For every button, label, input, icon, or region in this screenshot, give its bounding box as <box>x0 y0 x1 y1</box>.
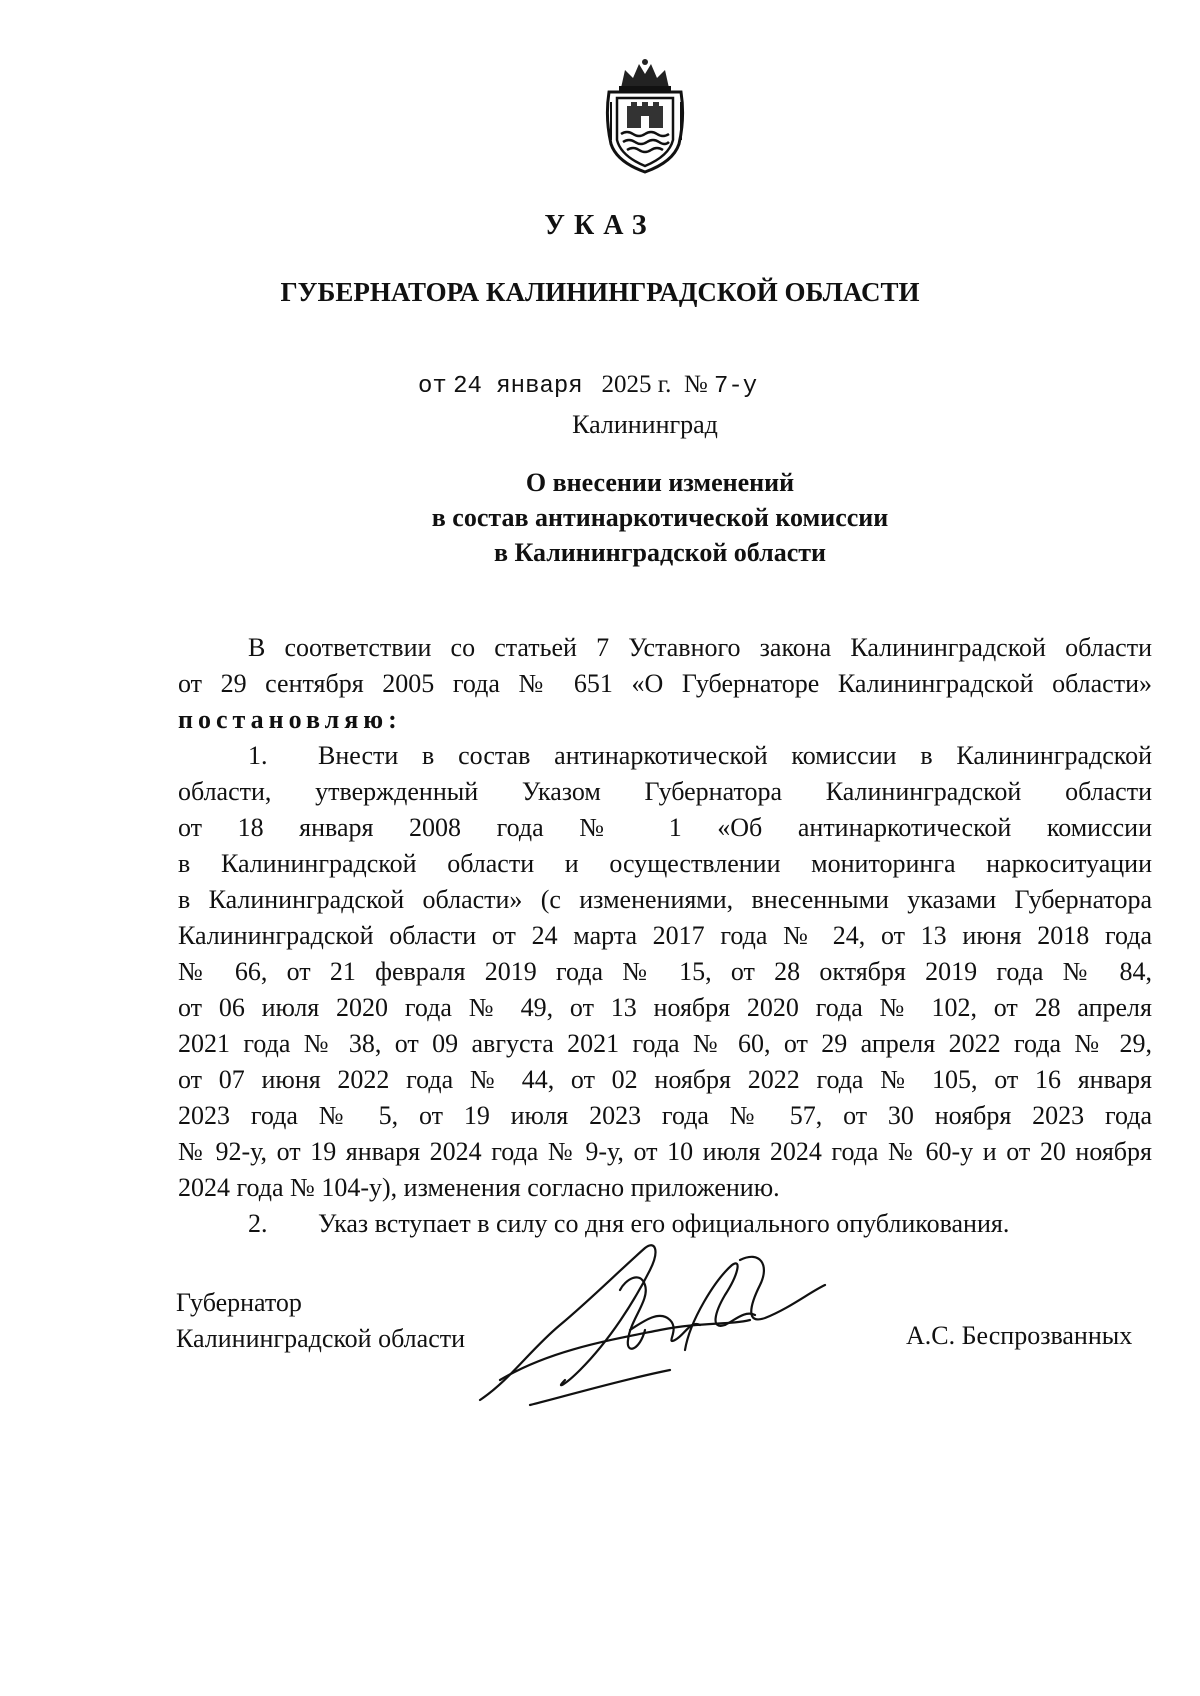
signatory-position <box>176 1285 465 1357</box>
position-line: Калининградской области <box>176 1324 466 1353</box>
body-line: от 07 июня 2022 года № 44, от 02 ноября 2022 года № 105, от 16 января <box>178 1065 1152 1094</box>
item-1-first-line <box>178 738 1152 774</box>
date-day-month: 24 января <box>453 373 583 400</box>
number-sign: № <box>683 371 708 398</box>
item-1-number: 1. <box>248 741 268 770</box>
date-year: 2025 г. <box>601 371 672 398</box>
body-line: Калининградской области от 24 марта 2017 года № 24, от 13 июня 2018 года <box>178 921 1152 950</box>
body-line: от 06 июля 2020 года № 49, от 13 ноября 2020 года № 102, от 28 апреля <box>178 993 1152 1022</box>
decree-number: 7-у <box>713 373 758 400</box>
title-line: в состав антинаркотической комиссии <box>431 503 889 532</box>
item-2-number: 2. <box>248 1209 268 1238</box>
title-line: в Калининградской области <box>493 538 827 567</box>
decree-title <box>400 465 920 570</box>
body-line: 2021 года № 38, от 09 августа 2021 года № 60, от 29 апреля 2022 года № 29, <box>178 1029 1152 1058</box>
resolve-word: постановляю: <box>178 705 402 734</box>
body-line: в Калининградской области» (с изменениями, внесенными указами Губернатора <box>178 885 1152 914</box>
body-line: от 18 января 2008 года № 1 «Об антинаркотической комиссии <box>178 813 1152 842</box>
title-line: О внесении изменений <box>525 468 795 497</box>
date-number-line <box>418 371 757 400</box>
issuer-title: ГУБЕРНАТОРА КАЛИНИНГРАДСКОЙ ОБЛАСТИ <box>280 277 920 307</box>
body-line: № 92-у, от 19 января 2024 года № 9-у, от 10 июля 2024 года № 60-у и от 20 ноября <box>178 1137 1152 1166</box>
signatory-name: А.С. Беспрозванных <box>906 1321 1133 1350</box>
decree-body <box>178 630 1152 1242</box>
city: Калининград <box>572 410 718 439</box>
coat-of-arms-icon <box>603 58 687 174</box>
position-line: Губернатор <box>176 1288 302 1317</box>
preamble-line: от 29 сентября 2005 года № 651 «О Губернаторе Калининградской области» <box>178 669 1152 698</box>
document-type: УКАЗ <box>544 210 656 241</box>
handwritten-signature <box>470 1230 830 1420</box>
date-prefix: от <box>418 373 447 400</box>
item-2-text: Указ вступает в силу со дня его официального опубликования. <box>318 1209 1010 1238</box>
body-line: 2023 года № 5, от 19 июля 2023 года № 57, от 30 ноября 2023 года <box>178 1101 1152 1130</box>
preamble-line: В соответствии со статьей 7 Уставного закона Калининградской области <box>248 633 1152 662</box>
body-line: в Калининградской области и осуществлении мониторинга наркоситуации <box>178 849 1152 878</box>
body-line: № 66, от 21 февраля 2019 года № 15, от 28 октября 2019 года № 84, <box>178 957 1152 986</box>
body-line: области, утвержденный Указом Губернатора Калининградской области <box>178 777 1152 806</box>
body-line: Внести в состав антинаркотической комиссии в Калининградской <box>318 741 1152 770</box>
body-line: 2024 года № 104-у), изменения согласно приложению. <box>178 1173 780 1202</box>
